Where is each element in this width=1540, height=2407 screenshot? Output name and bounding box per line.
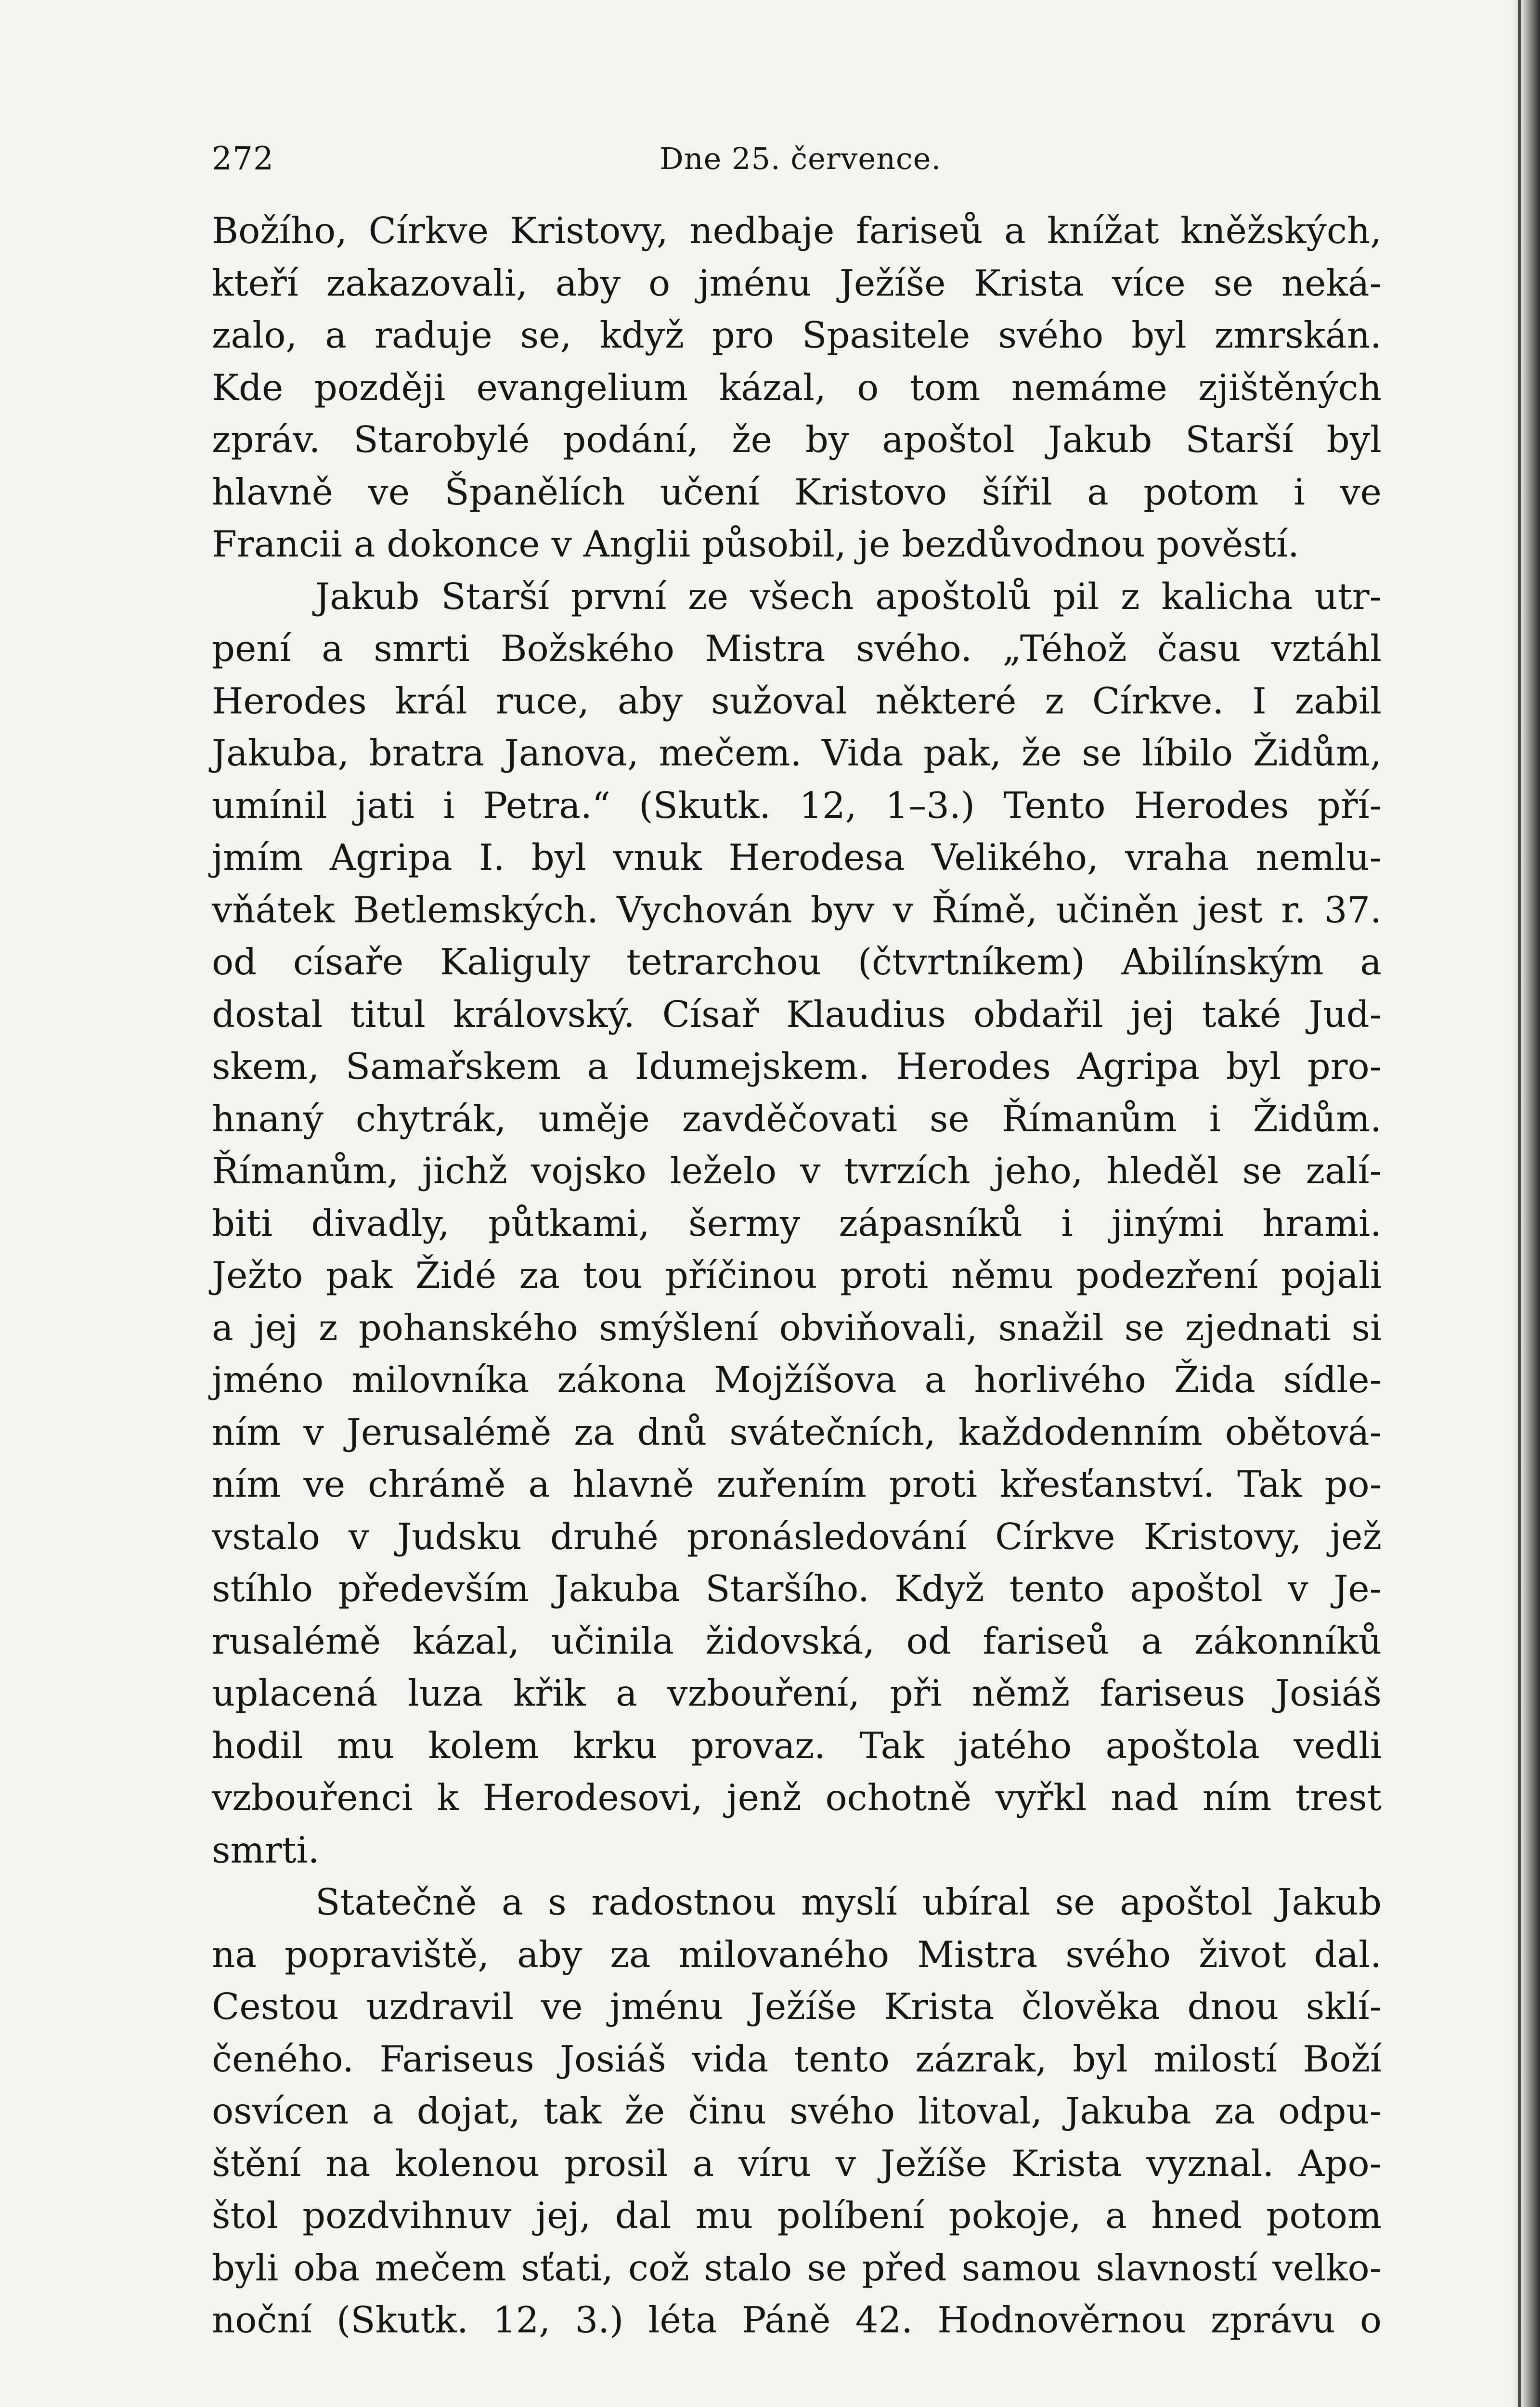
- text-line: zalo, a raduje se, když pro Spasitele svého byl zmrskán.: [212, 314, 1382, 356]
- text-line: hlavně ve Španělích učení Kristovo šířil a potom i ve: [212, 470, 1382, 513]
- text-line: ním ve chrámě a hlavně zuřením proti křesťanství. Tak po-: [212, 1463, 1382, 1505]
- text-line: noční (Skutk. 12, 3.) léta Páně 42. Hodnověrnou zprávu o: [212, 2299, 1382, 2341]
- text-line: smrti.: [212, 1828, 320, 1871]
- text-line: biti divadly, půtkami, šermy zápasníků i jinými hrami.: [212, 1202, 1382, 1244]
- text-line: Ježto pak Židé za tou příčinou proti němu podezření pojali: [212, 1254, 1382, 1296]
- text-line: zpráv. Starobylé podání, že by apoštol Jakub Starší byl: [212, 418, 1382, 461]
- text-line: byli oba mečem sťati, což stalo se před samou slavností velko-: [212, 2246, 1382, 2289]
- text-line: čeného. Fariseus Josiáš vida tento zázrak, byl milostí Boží: [212, 2037, 1382, 2080]
- text-line: skem, Samařskem a Idumejskem. Herodes Agripa byl pro-: [212, 1045, 1382, 1087]
- text-line: Herodes král ruce, aby sužoval některé z Církve. I zabil: [212, 679, 1382, 722]
- running-head: Dne 25. července.: [660, 141, 942, 176]
- text-line: uplacená luza křik a vzbouření, při němž fariseus Josiáš: [212, 1672, 1382, 1714]
- text-line: Kde později evangelium kázal, o tom nemáme zjištěných: [212, 366, 1382, 409]
- text-line: Římanům, jichž vojsko leželo v tvrzích jeho, hleděl se zalí-: [212, 1150, 1382, 1192]
- text-line: vstalo v Judsku druhé pronásledování Církve Kristovy, jež: [212, 1515, 1382, 1558]
- text-line: na popraviště, aby za milovaného Mistra svého život dal.: [212, 1933, 1382, 1976]
- text-line: hodil mu kolem krku provaz. Tak jatého apoštola vedli: [212, 1724, 1382, 1767]
- text-line: jméno milovníka zákona Mojžíšova a horlivého Žida sídle-: [212, 1359, 1382, 1401]
- text-line: štol pozdvihnuv jej, dal mu políbení pokoje, a hned potom: [212, 2194, 1382, 2237]
- page-edge-shadow: [1511, 0, 1540, 2407]
- text-line: Cestou uzdravil ve jménu Ježíše Krista člověka dnou sklí-: [212, 1985, 1382, 2028]
- text-line: Jakuba, bratra Janova, mečem. Vida pak, že se líbilo Židům,: [212, 732, 1382, 774]
- text-line: vzbouřenci k Herodesovi, jenž ochotně vyřkl nad ním trest: [212, 1776, 1382, 1819]
- page-header: [212, 137, 1382, 181]
- text-line: štění na kolenou prosil a víru v Ježíše Krista vyznal. Apo-: [212, 2142, 1382, 2185]
- text-line: Statečně a s radostnou myslí ubíral se apoštol Jakub: [315, 1881, 1382, 1923]
- page-edge-line: [1518, 0, 1521, 2407]
- page-number: 272: [212, 140, 274, 177]
- text-line: kteří zakazovali, aby o jménu Ježíše Krista více se neká-: [212, 261, 1382, 304]
- text-line: umínil jati i Petra.“ (Skutk. 12, 1–3.) Tento Herodes pří-: [212, 784, 1382, 827]
- text-line: dostal titul královský. Císař Klaudius obdařil jej také Jud-: [212, 993, 1382, 1035]
- text-line: ním v Jerusalémě za dnů svátečních, každodenním obětová-: [212, 1411, 1382, 1453]
- body-text: [212, 205, 1382, 2346]
- text-line: rusalémě kázal, učinila židovská, od fariseů a zákonníků: [212, 1619, 1382, 1662]
- text-line: osvícen a dojat, tak že činu svého litoval, Jakuba za odpu-: [212, 2090, 1382, 2132]
- text-line: vňátek Betlemských. Vychován byv v Římě, učiněn jest r. 37.: [212, 888, 1382, 931]
- text-line: pení a smrti Božského Mistra svého. „Téhož času vztáhl: [212, 627, 1382, 670]
- text-line: od císaře Kaliguly tetrarchou (čtvrtníkem) Abilínským a: [212, 941, 1382, 983]
- text-line: stíhlo především Jakuba Staršího. Když tento apoštol v Je-: [212, 1567, 1382, 1610]
- text-line: Jakub Starší první ze všech apoštolů pil z kalicha utr-: [315, 575, 1382, 618]
- text-line: Francii a dokonce v Anglii působil, je bezdůvodnou pověstí.: [212, 523, 1299, 565]
- text-line: hnaný chytrák, uměje zavděčovati se Římanům i Židům.: [212, 1097, 1382, 1140]
- text-line: a jej z pohanského smýšlení obviňovali, snažil se zjednati si: [212, 1306, 1382, 1349]
- text-line: Božího, Církve Kristovy, nedbaje fariseů a knížat kněžských,: [212, 209, 1382, 252]
- text-line: jmím Agripa I. byl vnuk Herodesa Velikého, vraha nemlu-: [212, 836, 1382, 879]
